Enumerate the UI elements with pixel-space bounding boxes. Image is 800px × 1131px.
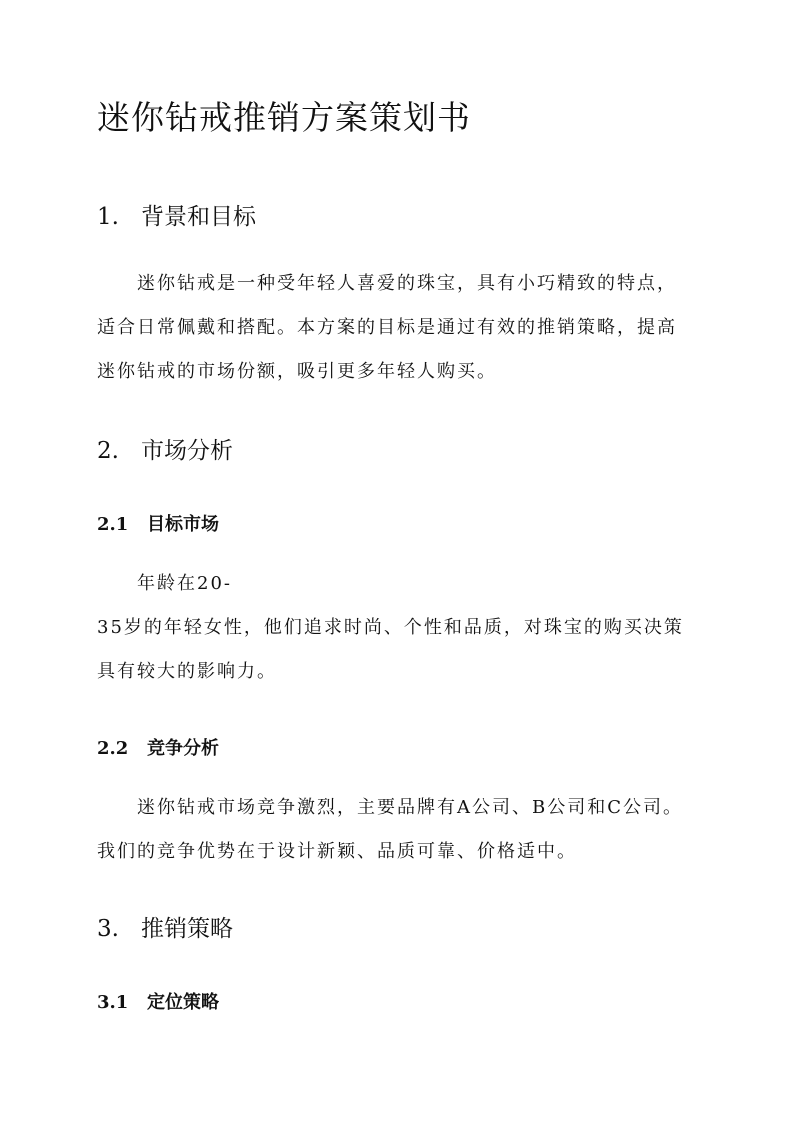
section-3-title: 推销策略 [141, 916, 233, 942]
paragraph-line: 迷你钻戒市场竞争激烈，主要品牌有A公司、B公司和C公司。 [137, 797, 683, 818]
subsection-3-1-title: 定位策略 [147, 992, 219, 1013]
section-1-paragraph [97, 262, 707, 394]
section-3-number: 3. [97, 916, 119, 942]
subsection-2-1-heading [97, 510, 219, 536]
paragraph-line: 年龄在20- [137, 573, 232, 594]
subsection-2-2-paragraph [97, 786, 707, 874]
section-2-number: 2. [97, 438, 119, 464]
section-1-number: 1. [97, 204, 119, 230]
section-3-heading [97, 910, 233, 943]
subsection-3-1-number: 3.1 [97, 992, 129, 1013]
section-1-heading [97, 198, 256, 231]
subsection-2-1-paragraph [97, 562, 707, 694]
paragraph-line: 35岁的年轻女性，他们追求时尚、个性和品质，对珠宝的购买决策 [97, 617, 684, 638]
subsection-2-2-number: 2.2 [97, 738, 129, 759]
subsection-2-2-heading [97, 734, 219, 760]
subsection-2-1-title: 目标市场 [147, 514, 219, 535]
subsection-2-2-title: 竞争分析 [147, 738, 219, 759]
page-title: 迷你钻戒推销方案策划书 [97, 98, 471, 137]
paragraph-line: 迷你钻戒的市场份额，吸引更多年轻人购买。 [97, 361, 497, 382]
section-2-heading [97, 432, 233, 465]
section-2-title: 市场分析 [141, 438, 233, 464]
subsection-3-1-heading [97, 988, 219, 1014]
section-1-title: 背景和目标 [141, 204, 256, 230]
subsection-2-1-number: 2.1 [97, 514, 129, 535]
paragraph-line: 具有较大的影响力。 [97, 661, 277, 682]
paragraph-line: 适合日常佩戴和搭配。本方案的目标是通过有效的推销策略，提高 [97, 317, 677, 338]
paragraph-line: 我们的竞争优势在于设计新颖、品质可靠、价格适中。 [97, 841, 577, 862]
paragraph-line: 迷你钻戒是一种受年轻人喜爱的珠宝，具有小巧精致的特点， [137, 273, 677, 294]
